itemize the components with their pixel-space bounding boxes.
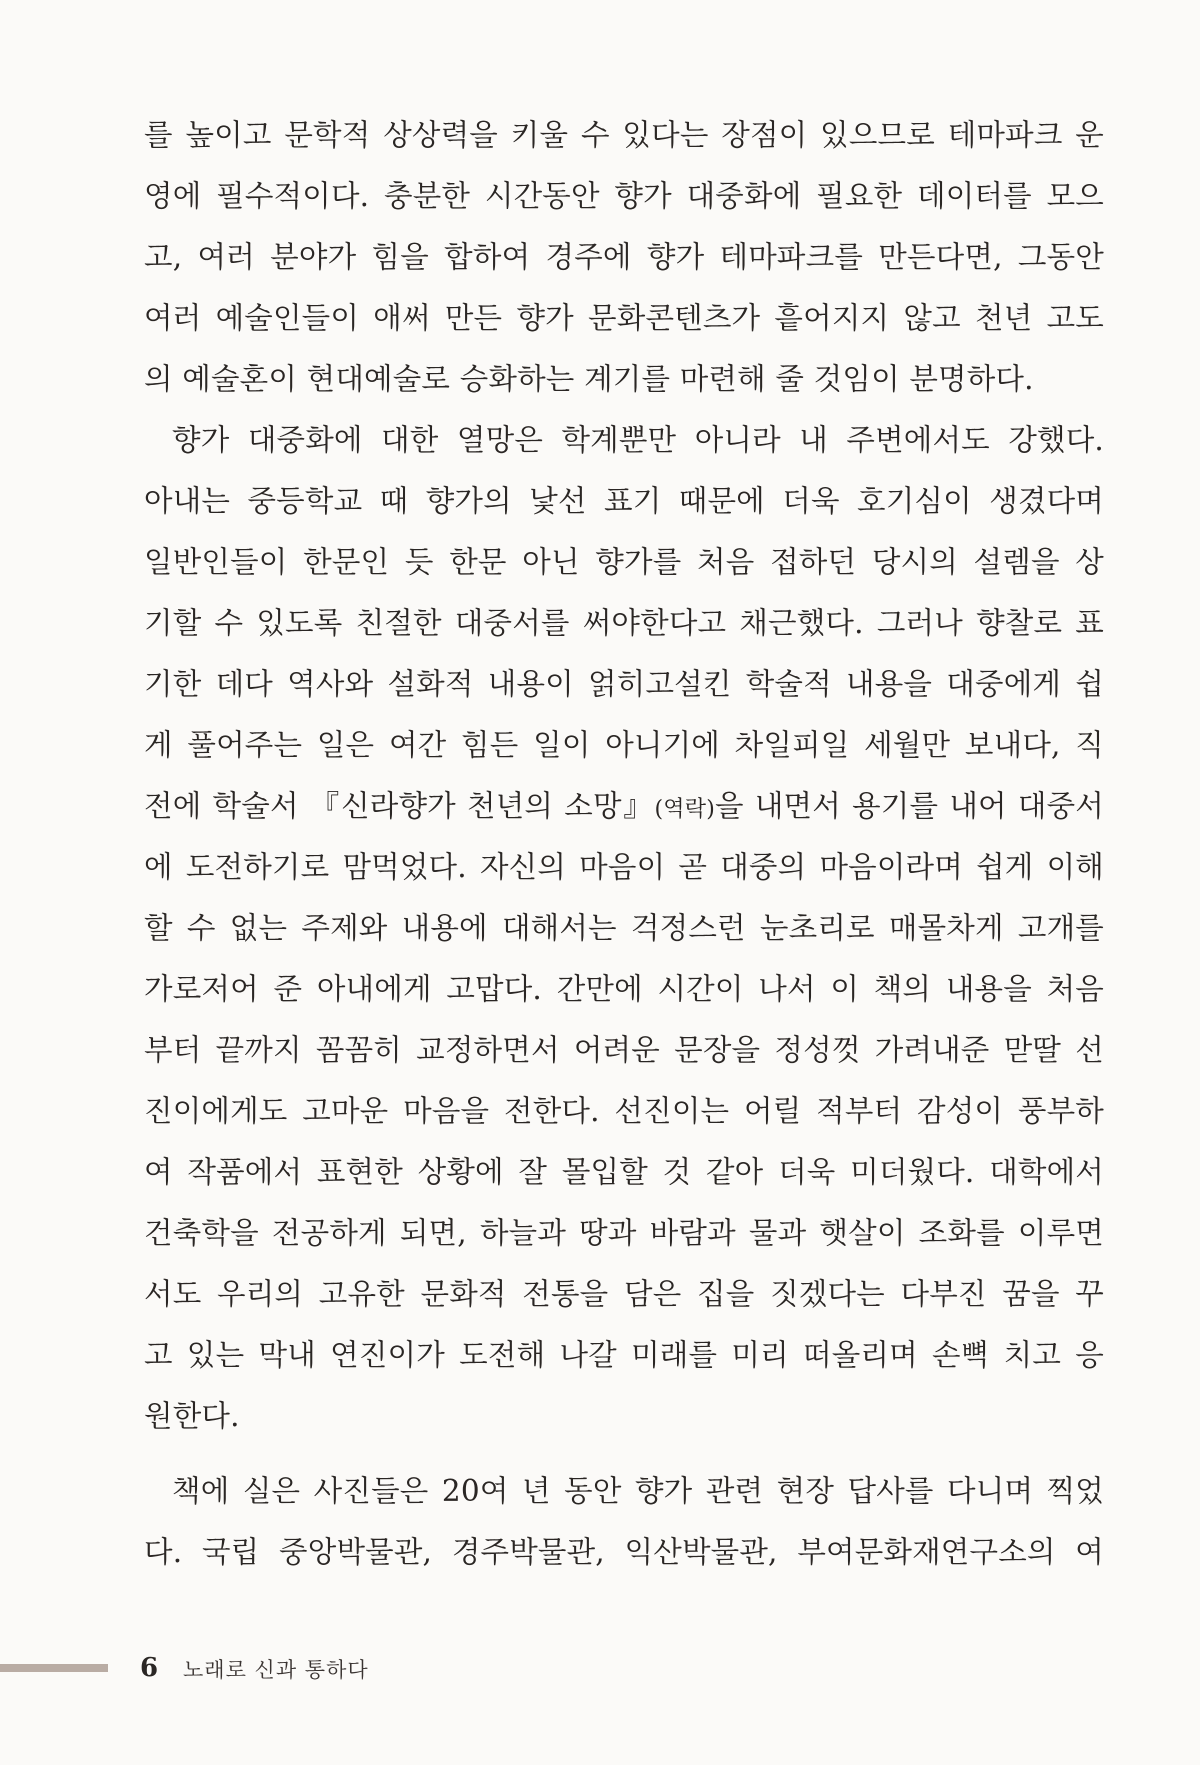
text-line: 아내는 중등학교 때 향가의 낯선 표기 때문에 더욱 호기심이 생겼다며 — [144, 484, 1104, 518]
text-line: 여러 예술인들이 애써 만든 향가 문화콘텐츠가 흩어지지 않고 천년 고도 — [144, 301, 1104, 335]
text-line: 를 높이고 문학적 상상력을 키울 수 있다는 장점이 있으므로 테마파크 운 — [144, 118, 1104, 152]
text-line: 가로저어 준 아내에게 고맙다. 간만에 시간이 나서 이 책의 내용을 처음 — [144, 972, 1104, 1006]
text-line — [144, 776, 1104, 837]
running-title: 노래로 신과 통하다 — [183, 1658, 369, 1682]
footer-rule — [0, 1664, 108, 1672]
text-line: 기할 수 있도록 친절한 대중서를 써야한다고 채근했다. 그러나 향찰로 표 — [144, 606, 1104, 640]
text-line: 원한다. — [144, 1399, 240, 1433]
text-line: 다. 국립 중앙박물관, 경주박물관, 익산박물관, 부여문화재연구소의 여 — [144, 1535, 1104, 1569]
publisher-note: (역락) — [654, 797, 715, 822]
paragraph-gap — [144, 1447, 1104, 1461]
text-line: 향가 대중화에 대한 열망은 학계뿐만 아니라 내 주변에서도 강했다. — [172, 423, 1104, 457]
body-text — [144, 105, 1104, 1583]
line-text-before-title: 전에 학술서 『신라향가 천년의 소망』 — [144, 789, 655, 823]
text-line: 의 예술혼이 현대예술로 승화하는 계기를 마련해 줄 것임이 분명하다. — [144, 362, 1034, 396]
text-line: 기한 데다 역사와 설화적 내용이 얽히고설킨 학술적 내용을 대중에게 쉽 — [144, 667, 1104, 701]
text-line: 할 수 없는 주제와 내용에 대해서는 걱정스런 눈초리로 매몰차게 고개를 — [144, 911, 1104, 945]
text-line: 고 있는 막내 연진이가 도전해 나갈 미래를 미리 떠올리며 손뼉 치고 응 — [144, 1338, 1104, 1372]
text-line: 건축학을 전공하게 되면, 하늘과 땅과 바람과 물과 햇살이 조화를 이루면 — [144, 1216, 1104, 1250]
page-footer — [0, 1650, 600, 1690]
page-number: 6 — [140, 1653, 159, 1683]
text-line: 게 풀어주는 일은 여간 힘든 일이 아니기에 차일피일 세월만 보내다, 직 — [144, 728, 1104, 762]
line-text-after-title: 을 내면서 용기를 내어 대중서 — [715, 789, 1104, 823]
text-line: 여 작품에서 표현한 상황에 잘 몰입할 것 같아 더욱 미더웠다. 대학에서 — [144, 1155, 1104, 1189]
text-line: 진이에게도 고마운 마음을 전한다. 선진이는 어릴 적부터 감성이 풍부하 — [144, 1094, 1104, 1128]
text-line: 서도 우리의 고유한 문화적 전통을 담은 집을 짓겠다는 다부진 꿈을 꾸 — [144, 1277, 1104, 1311]
text-line: 에 도전하기로 맘먹었다. 자신의 마음이 곧 대중의 마음이라며 쉽게 이해 — [144, 850, 1104, 884]
text-line: 책에 실은 사진들은 20여 년 동안 향가 관련 현장 답사를 다니며 찍었 — [172, 1474, 1104, 1508]
text-line: 부터 끝까지 꼼꼼히 교정하면서 어려운 문장을 정성껏 가려내준 맏딸 선 — [144, 1033, 1104, 1067]
text-line: 영에 필수적이다. 충분한 시간동안 향가 대중화에 필요한 데이터를 모으 — [144, 179, 1104, 213]
text-line: 일반인들이 한문인 듯 한문 아닌 향가를 처음 접하던 당시의 설렘을 상 — [144, 545, 1104, 579]
text-line: 고, 여러 분야가 힘을 합하여 경주에 향가 테마파크를 만든다면, 그동안 — [144, 240, 1104, 274]
